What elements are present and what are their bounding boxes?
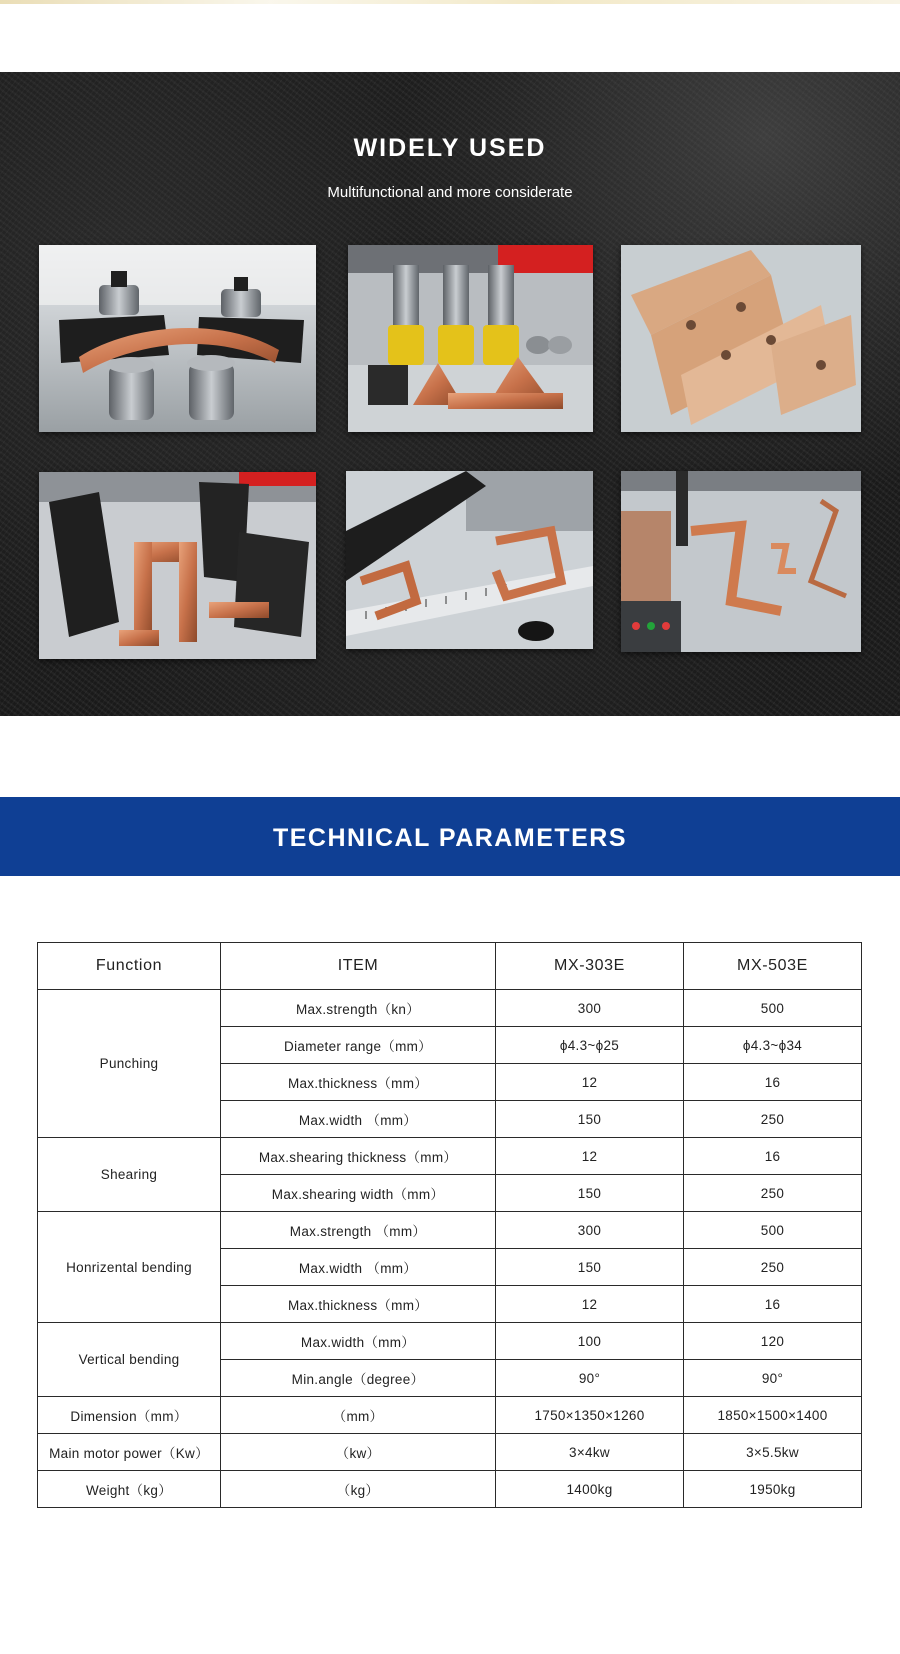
header-mx-503e: MX-503E [684,943,862,990]
row-item: Diameter range（mm） [221,1027,496,1064]
row-mx-503e: 1850×1500×1400 [684,1397,862,1434]
group-vertical-bending: Vertical bending [38,1323,221,1397]
technical-parameters-title: TECHNICAL PARAMETERS [272,824,628,852]
row-mx-503e: 250 [684,1175,862,1212]
header-item: ITEM [221,943,496,990]
bent-copper-plates-photo [621,245,861,432]
row-mx-503e: 16 [684,1138,862,1175]
row-mx-503e: 120 [684,1323,862,1360]
group-main-motor-power: Main motor power（Kw） [38,1434,221,1471]
row-mx-503e: 250 [684,1249,862,1286]
row-item: （kg） [221,1471,496,1508]
group-weight: Weight（kg） [38,1471,221,1508]
table-row [38,1434,862,1471]
table-header-row [38,943,862,990]
row-item: （kw） [221,1434,496,1471]
row-item: Max.strength （mm） [221,1212,496,1249]
row-mx-503e: 3×5.5kw [684,1434,862,1471]
group-punching: Punching [38,990,221,1138]
row-item: （mm） [221,1397,496,1434]
widely-used-section [0,72,900,716]
row-mx-503e: 250 [684,1101,862,1138]
group-dimension: Dimension（mm） [38,1397,221,1434]
row-mx-503e: 500 [684,990,862,1027]
table-row [38,1138,862,1175]
row-item: Max.shearing thickness（mm） [221,1138,496,1175]
top-decorative-strip [0,0,900,4]
z-bend-copper-pieces-photo [621,471,861,652]
row-mx-303e: 150 [496,1175,684,1212]
row-mx-503e: ϕ4.3~ϕ34 [684,1027,862,1064]
row-mx-303e: 100 [496,1323,684,1360]
table-row [38,1323,862,1360]
row-item: Max.width （mm） [221,1249,496,1286]
row-mx-303e: ϕ4.3~ϕ25 [496,1027,684,1064]
row-item: Max.shearing width（mm） [221,1175,496,1212]
copper-bending-tool-photo [39,245,316,432]
table-row [38,1212,862,1249]
table-row [38,990,862,1027]
table-row [38,1397,862,1434]
technical-parameters-banner [0,797,900,876]
row-mx-303e: 300 [496,990,684,1027]
punching-dies-photo [348,245,593,432]
row-item: Max.strength（kn） [221,990,496,1027]
row-mx-303e: 3×4kw [496,1434,684,1471]
u-bend-copper-busbar-photo [346,471,593,649]
row-item: Max.width（mm） [221,1323,496,1360]
group-horizontal-bending: Honrizental bending [38,1212,221,1323]
row-mx-303e: 150 [496,1249,684,1286]
row-mx-303e: 150 [496,1101,684,1138]
row-mx-303e: 12 [496,1286,684,1323]
row-item: Min.angle（degree） [221,1360,496,1397]
row-mx-303e: 1400kg [496,1471,684,1508]
row-mx-303e: 90° [496,1360,684,1397]
row-mx-503e: 1950kg [684,1471,862,1508]
row-mx-303e: 12 [496,1138,684,1175]
row-mx-303e: 12 [496,1064,684,1101]
copper-bending-die-photo [39,472,316,659]
row-mx-503e: 16 [684,1064,862,1101]
header-function: Function [38,943,221,990]
row-item: Max.width （mm） [221,1101,496,1138]
group-shearing: Shearing [38,1138,221,1212]
header-mx-303e: MX-303E [496,943,684,990]
row-mx-503e: 16 [684,1286,862,1323]
row-mx-503e: 90° [684,1360,862,1397]
row-mx-503e: 500 [684,1212,862,1249]
parameters-table [37,942,862,1508]
row-mx-303e: 300 [496,1212,684,1249]
widely-used-subtitle: Multifunctional and more considerate [327,184,573,201]
row-item: Max.thickness（mm） [221,1064,496,1101]
row-item: Max.thickness（mm） [221,1286,496,1323]
widely-used-title: WIDELY USED [353,134,547,162]
table-row [38,1471,862,1508]
row-mx-303e: 1750×1350×1260 [496,1397,684,1434]
